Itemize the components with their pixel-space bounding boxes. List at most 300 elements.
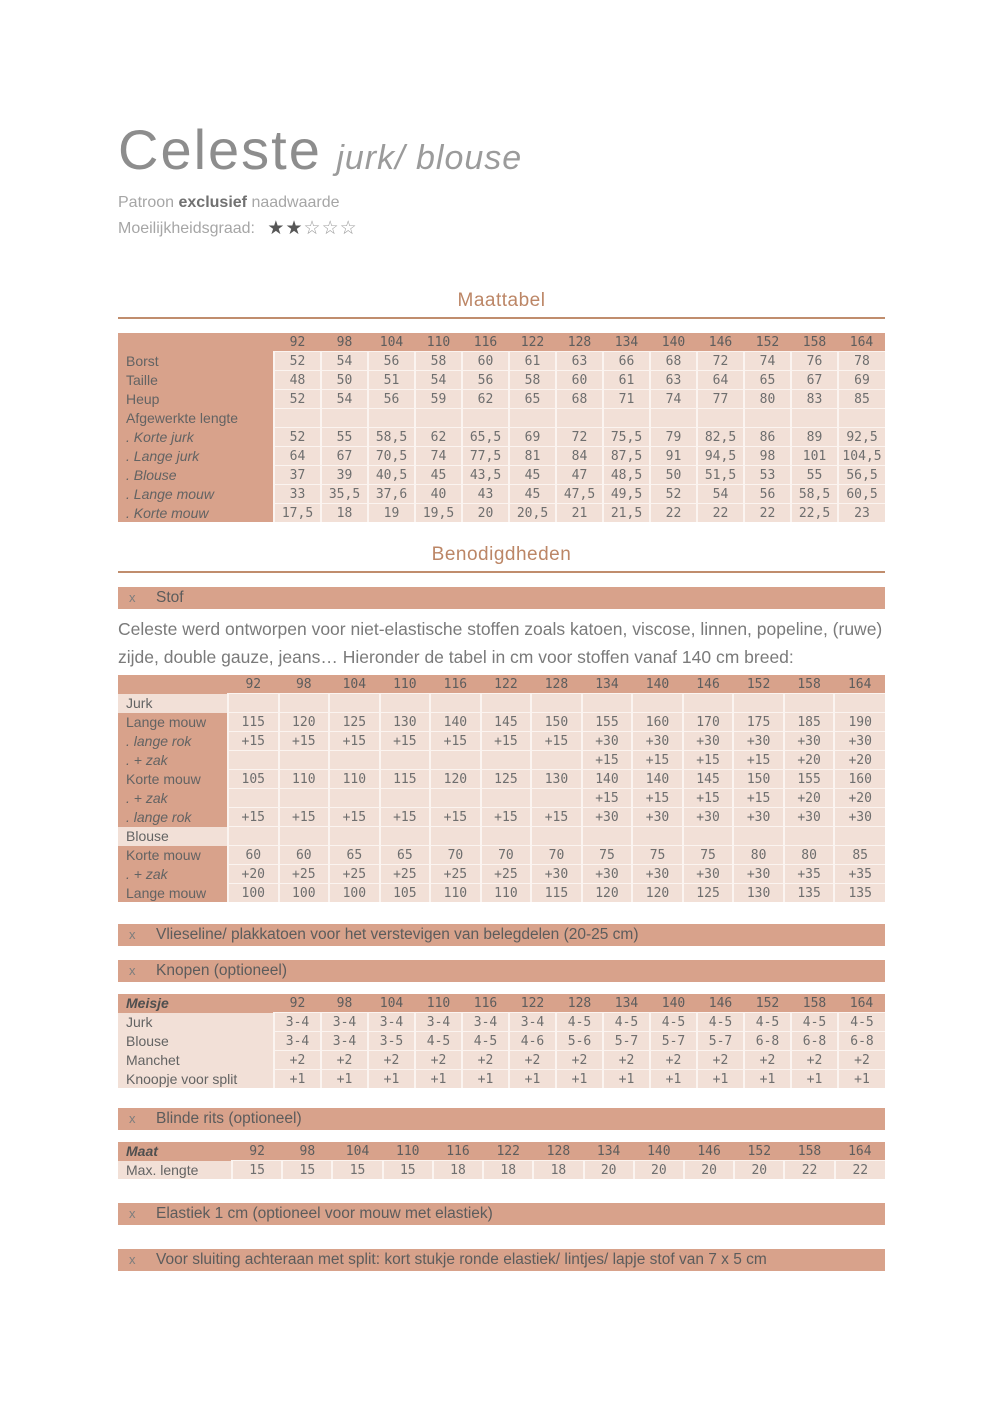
size-value-cell: 75,5	[603, 428, 650, 447]
size-value-cell: 125	[329, 713, 380, 732]
size-value-cell: 110	[481, 884, 532, 903]
size-value-cell: 22	[650, 504, 697, 523]
table-row	[118, 827, 885, 846]
size-header-cell: 146	[684, 1142, 734, 1161]
row-label: Lange mouw	[118, 884, 228, 903]
size-value-cell: 120	[430, 770, 481, 789]
size-value-cell: +1	[650, 1070, 697, 1089]
zipper-table	[118, 1142, 885, 1179]
size-header-cell: 92	[274, 994, 321, 1013]
size-value-cell: 63	[650, 371, 697, 390]
size-value-cell	[329, 789, 380, 808]
x-marker: x	[129, 1252, 136, 1267]
requirement-band-rits	[118, 1108, 885, 1130]
size-value-cell: 65	[744, 371, 791, 390]
size-value-cell: 125	[683, 884, 734, 903]
size-value-cell: 4-5	[556, 1013, 603, 1032]
size-value-cell: 15	[383, 1161, 433, 1180]
fabric-description: Celeste werd ontworpen voor niet-elastische stoffen zoals katoen, viscose, linnen, popeline, (ruwe) zijde, double gauze, jeans… Hieronder de tabel in cm voor stoffen vanaf 140 cm breed:	[118, 619, 883, 667]
size-value-cell	[733, 694, 784, 713]
size-value-cell	[274, 409, 321, 428]
size-value-cell: 15	[232, 1161, 282, 1180]
size-value-cell: 72	[697, 352, 744, 371]
size-value-cell: 52	[650, 485, 697, 504]
size-header-cell: 98	[321, 333, 368, 352]
size-header-cell: 164	[834, 675, 885, 694]
row-label: Manchet	[118, 1051, 274, 1070]
row-label: Borst	[118, 352, 274, 371]
size-header-row	[118, 1142, 885, 1161]
table-row	[118, 1070, 885, 1089]
star-empty-icon: ☆	[321, 218, 340, 239]
size-value-cell: 45	[509, 466, 556, 485]
size-value-cell: +20	[228, 865, 279, 884]
band-label: Blinde rits (optioneel)	[156, 1110, 302, 1127]
size-header-cell: 146	[697, 333, 744, 352]
size-value-cell: +1	[556, 1070, 603, 1089]
size-value-cell: 47	[556, 466, 603, 485]
size-value-cell	[228, 694, 279, 713]
x-marker: x	[129, 1206, 136, 1221]
size-value-cell: 52	[274, 428, 321, 447]
size-header-cell: 140	[650, 994, 697, 1013]
size-value-cell: 20	[684, 1161, 734, 1180]
size-value-cell: +25	[329, 865, 380, 884]
page-subtitle: jurk/ blouse	[336, 139, 523, 177]
size-value-cell: 81	[509, 447, 556, 466]
size-value-cell: +20	[834, 789, 885, 808]
table-row	[118, 865, 885, 884]
size-value-cell	[279, 827, 330, 846]
size-value-cell	[380, 694, 431, 713]
size-header-cell: 134	[603, 994, 650, 1013]
size-value-cell: +15	[380, 808, 431, 827]
star-empty-icon: ☆	[303, 218, 322, 239]
size-value-cell: 56	[368, 390, 415, 409]
size-value-cell: 170	[683, 713, 734, 732]
size-header-cell: 122	[481, 675, 532, 694]
table-row	[118, 751, 885, 770]
size-value-cell: 175	[733, 713, 784, 732]
size-value-cell	[531, 694, 582, 713]
size-value-cell: 69	[509, 428, 556, 447]
size-value-cell: +15	[279, 732, 330, 751]
size-value-cell: +15	[683, 751, 734, 770]
size-value-cell: 60,5	[838, 485, 885, 504]
size-header-cell: 116	[462, 994, 509, 1013]
size-value-cell: 37	[274, 466, 321, 485]
size-value-cell: 22	[835, 1161, 885, 1180]
table-row	[118, 485, 885, 504]
size-value-cell: 55	[321, 428, 368, 447]
requirement-band-stof	[118, 587, 885, 609]
table-row	[118, 1032, 885, 1051]
size-value-cell: +1	[509, 1070, 556, 1089]
size-value-cell: +2	[838, 1051, 885, 1070]
table-header-label: Meisje	[118, 994, 274, 1013]
table-row	[118, 846, 885, 865]
size-value-cell: 110	[430, 884, 481, 903]
document-page	[118, 0, 885, 1271]
size-value-cell: 110	[279, 770, 330, 789]
size-value-cell: 56,5	[838, 466, 885, 485]
size-header-cell: 110	[380, 675, 431, 694]
size-header-cell: 152	[734, 1142, 784, 1161]
size-value-cell: +1	[838, 1070, 885, 1089]
size-value-cell	[509, 409, 556, 428]
row-label: Korte mouw	[118, 770, 228, 789]
size-value-cell: +30	[784, 732, 835, 751]
size-value-cell: +15	[683, 789, 734, 808]
size-value-cell: 54	[697, 485, 744, 504]
size-header-cell: 110	[383, 1142, 433, 1161]
size-value-cell: 130	[531, 770, 582, 789]
size-value-cell: 115	[380, 770, 431, 789]
size-value-cell: 60	[462, 352, 509, 371]
row-label: Blouse	[118, 1032, 274, 1051]
size-value-cell: +30	[733, 808, 784, 827]
size-value-cell: +30	[733, 865, 784, 884]
row-label: . lange rok	[118, 808, 228, 827]
table-row	[118, 808, 885, 827]
size-value-cell: 58,5	[791, 485, 838, 504]
table-row	[118, 713, 885, 732]
size-value-cell: 64	[697, 371, 744, 390]
size-header-cell: 104	[368, 333, 415, 352]
size-value-cell: 20,5	[509, 504, 556, 523]
size-value-cell: +30	[834, 808, 885, 827]
star-filled-icon: ★	[285, 218, 304, 239]
size-value-cell	[556, 409, 603, 428]
size-header-cell: 140	[650, 333, 697, 352]
size-value-cell: 4-5	[838, 1013, 885, 1032]
table-row	[118, 409, 885, 428]
section-heading-benodigdheden: Benodigdheden	[431, 544, 572, 565]
size-value-cell: 115	[531, 884, 582, 903]
size-value-cell	[531, 751, 582, 770]
table-row	[118, 1161, 885, 1180]
size-value-cell: +15	[733, 751, 784, 770]
size-value-cell: 72	[556, 428, 603, 447]
table-row	[118, 466, 885, 485]
size-value-cell: 20	[462, 504, 509, 523]
size-value-cell: +30	[582, 808, 633, 827]
row-label: Taille	[118, 371, 274, 390]
size-value-cell	[838, 409, 885, 428]
size-value-cell: +15	[582, 789, 633, 808]
size-value-cell: +15	[430, 808, 481, 827]
size-value-cell	[279, 751, 330, 770]
size-value-cell: 22	[744, 504, 791, 523]
size-value-cell: 155	[582, 713, 633, 732]
size-value-cell: +30	[784, 808, 835, 827]
size-value-cell: 52	[274, 352, 321, 371]
size-value-cell: 50	[321, 371, 368, 390]
size-value-cell	[430, 827, 481, 846]
size-value-cell: +20	[784, 751, 835, 770]
size-header-cell: 122	[483, 1142, 533, 1161]
size-value-cell: 65	[509, 390, 556, 409]
size-header-cell: 158	[784, 1142, 834, 1161]
size-header-cell: 104	[332, 1142, 382, 1161]
size-value-cell	[683, 827, 734, 846]
size-value-cell: 120	[582, 884, 633, 903]
band-label: Knopen (optioneel)	[156, 962, 287, 979]
size-value-cell: 19	[368, 504, 415, 523]
size-value-cell: 4-6	[509, 1032, 556, 1051]
size-value-cell: 140	[632, 770, 683, 789]
size-value-cell: +1	[415, 1070, 462, 1089]
title-block	[118, 0, 885, 240]
size-value-cell	[733, 827, 784, 846]
size-header-cell: 146	[697, 994, 744, 1013]
size-value-cell: 21	[556, 504, 603, 523]
size-value-cell: +1	[321, 1070, 368, 1089]
size-value-cell	[279, 694, 330, 713]
size-value-cell	[228, 751, 279, 770]
size-value-cell	[481, 827, 532, 846]
size-value-cell: 130	[733, 884, 784, 903]
size-value-cell: 15	[282, 1161, 332, 1180]
size-value-cell: 94,5	[697, 447, 744, 466]
size-value-cell	[481, 694, 532, 713]
size-value-cell: 58	[509, 371, 556, 390]
size-value-cell: +35	[784, 865, 835, 884]
size-value-cell: +15	[329, 732, 380, 751]
size-value-cell: 3-4	[274, 1013, 321, 1032]
row-label: . + zak	[118, 751, 228, 770]
size-value-cell: +15	[632, 751, 683, 770]
size-header-cell: 128	[531, 675, 582, 694]
size-value-cell: +30	[683, 732, 734, 751]
size-value-cell: 61	[509, 352, 556, 371]
table-row	[118, 1051, 885, 1070]
size-value-cell: 3-4	[321, 1032, 368, 1051]
requirement-band-vlieseline	[118, 924, 885, 946]
row-label: . + zak	[118, 789, 228, 808]
size-value-cell: 51,5	[697, 466, 744, 485]
size-value-cell: +15	[733, 789, 784, 808]
size-value-cell	[368, 409, 415, 428]
size-value-cell: 77	[697, 390, 744, 409]
size-value-cell: 6-8	[791, 1032, 838, 1051]
table-row	[118, 428, 885, 447]
size-value-cell: 3-4	[321, 1013, 368, 1032]
size-value-cell: 50	[650, 466, 697, 485]
size-value-cell: 45	[415, 466, 462, 485]
size-value-cell: 69	[838, 371, 885, 390]
size-value-cell	[582, 827, 633, 846]
size-value-cell: 80	[733, 846, 784, 865]
size-value-cell: 59	[415, 390, 462, 409]
size-value-cell: +30	[531, 865, 582, 884]
size-value-cell: 86	[744, 428, 791, 447]
size-value-cell: 37,6	[368, 485, 415, 504]
size-header-cell: 122	[509, 994, 556, 1013]
size-header-cell: 164	[838, 994, 885, 1013]
size-value-cell	[683, 694, 734, 713]
size-value-cell	[380, 827, 431, 846]
size-value-cell: +25	[481, 865, 532, 884]
size-value-cell	[481, 789, 532, 808]
row-label: Max. lengte	[118, 1161, 232, 1180]
size-value-cell: 43,5	[462, 466, 509, 485]
size-value-cell: +2	[368, 1051, 415, 1070]
size-value-cell: +20	[834, 751, 885, 770]
size-value-cell	[462, 409, 509, 428]
size-value-cell: +2	[744, 1051, 791, 1070]
row-label: Lange mouw	[118, 713, 228, 732]
size-value-cell: 4-5	[697, 1013, 744, 1032]
size-value-cell	[744, 409, 791, 428]
size-header-cell: 152	[744, 333, 791, 352]
size-value-cell: 79	[650, 428, 697, 447]
size-header-cell: 110	[415, 333, 462, 352]
size-value-cell: +15	[632, 789, 683, 808]
size-value-cell: 105	[380, 884, 431, 903]
size-header-cell: 116	[433, 1142, 483, 1161]
size-value-cell: 74	[650, 390, 697, 409]
size-value-cell: 98	[744, 447, 791, 466]
size-value-cell: +2	[650, 1051, 697, 1070]
size-value-cell: 22	[784, 1161, 834, 1180]
size-value-cell: +2	[321, 1051, 368, 1070]
size-value-cell	[784, 694, 835, 713]
size-value-cell: 18	[433, 1161, 483, 1180]
size-value-cell: +2	[556, 1051, 603, 1070]
size-value-cell: 49,5	[603, 485, 650, 504]
size-value-cell: 19,5	[415, 504, 462, 523]
x-marker: x	[129, 590, 136, 605]
size-header-cell: 98	[321, 994, 368, 1013]
table-header-label: Maat	[118, 1142, 232, 1161]
size-value-cell: 61	[603, 371, 650, 390]
size-value-cell: +15	[228, 732, 279, 751]
row-label: . + zak	[118, 865, 228, 884]
table-header-label	[118, 333, 274, 352]
size-value-cell: 4-5	[603, 1013, 650, 1032]
size-value-cell	[415, 409, 462, 428]
size-value-cell: 75	[683, 846, 734, 865]
size-value-cell: 68	[556, 390, 603, 409]
size-value-cell	[380, 751, 431, 770]
size-value-cell: +1	[368, 1070, 415, 1089]
size-value-cell: +2	[274, 1051, 321, 1070]
size-value-cell: 120	[279, 713, 330, 732]
size-value-cell: 70	[531, 846, 582, 865]
size-value-cell: 56	[462, 371, 509, 390]
size-value-cell: 160	[632, 713, 683, 732]
size-header-cell: 158	[784, 675, 835, 694]
size-header-cell: 110	[415, 994, 462, 1013]
pattern-note-suffix: naadwaarde	[251, 194, 340, 211]
pattern-note	[118, 194, 885, 212]
size-header-cell: 116	[462, 333, 509, 352]
size-value-cell: +15	[228, 808, 279, 827]
size-value-cell: 22	[697, 504, 744, 523]
size-value-cell: 100	[329, 884, 380, 903]
size-value-cell: +30	[582, 865, 633, 884]
section-rule	[118, 571, 885, 573]
row-label: . Lange jurk	[118, 447, 274, 466]
size-value-cell	[430, 751, 481, 770]
size-value-cell: 62	[415, 428, 462, 447]
size-value-cell	[329, 827, 380, 846]
size-value-cell: 15	[332, 1161, 382, 1180]
size-value-cell: 63	[556, 352, 603, 371]
table-row	[118, 371, 885, 390]
size-value-cell: 76	[791, 352, 838, 371]
size-value-cell: 52	[274, 390, 321, 409]
size-value-cell: 140	[430, 713, 481, 732]
size-value-cell: +15	[380, 732, 431, 751]
size-value-cell: 18	[321, 504, 368, 523]
table-row	[118, 770, 885, 789]
size-value-cell: 3-4	[415, 1013, 462, 1032]
size-header-cell: 134	[603, 333, 650, 352]
size-header-cell: 104	[368, 994, 415, 1013]
size-value-cell: 3-4	[274, 1032, 321, 1051]
size-value-cell: +30	[733, 732, 784, 751]
size-value-cell: 70	[430, 846, 481, 865]
size-header-cell: 116	[430, 675, 481, 694]
row-label: Korte mouw	[118, 846, 228, 865]
size-value-cell: 3-4	[509, 1013, 556, 1032]
size-header-cell: 146	[683, 675, 734, 694]
size-value-cell: 100	[279, 884, 330, 903]
size-value-cell	[697, 409, 744, 428]
size-value-cell: 5-6	[556, 1032, 603, 1051]
size-header-cell: 122	[509, 333, 556, 352]
band-label: Vlieseline/ plakkatoen voor het verstevigen van belegdelen (20-25 cm)	[156, 926, 639, 943]
size-value-cell: +1	[603, 1070, 650, 1089]
size-value-cell: 89	[791, 428, 838, 447]
row-label: . Korte mouw	[118, 504, 274, 523]
size-value-cell	[632, 694, 683, 713]
section-heading-maattabel: Maattabel	[457, 290, 546, 311]
maattabel-table	[118, 333, 885, 522]
size-header-cell: 140	[632, 675, 683, 694]
size-value-cell: 104,5	[838, 447, 885, 466]
size-value-cell: +15	[582, 751, 633, 770]
x-marker: x	[129, 963, 136, 978]
row-label: . Korte jurk	[118, 428, 274, 447]
size-value-cell: +2	[603, 1051, 650, 1070]
size-value-cell: 48,5	[603, 466, 650, 485]
size-value-cell: 115	[228, 713, 279, 732]
size-value-cell: 60	[228, 846, 279, 865]
size-value-cell	[380, 789, 431, 808]
size-value-cell: 18	[533, 1161, 583, 1180]
size-value-cell: 4-5	[462, 1032, 509, 1051]
size-header-cell: 134	[584, 1142, 634, 1161]
size-value-cell: 43	[462, 485, 509, 504]
size-value-cell: +15	[329, 808, 380, 827]
size-header-cell: 128	[556, 333, 603, 352]
size-value-cell: +1	[462, 1070, 509, 1089]
size-value-cell: 54	[321, 390, 368, 409]
size-value-cell: 80	[744, 390, 791, 409]
size-value-cell: +25	[380, 865, 431, 884]
size-value-cell: 67	[321, 447, 368, 466]
size-value-cell	[329, 694, 380, 713]
size-value-cell: 91	[650, 447, 697, 466]
size-value-cell: 135	[834, 884, 885, 903]
size-value-cell: 5-7	[650, 1032, 697, 1051]
size-value-cell: +2	[509, 1051, 556, 1070]
table-row	[118, 390, 885, 409]
size-value-cell: +1	[274, 1070, 321, 1089]
